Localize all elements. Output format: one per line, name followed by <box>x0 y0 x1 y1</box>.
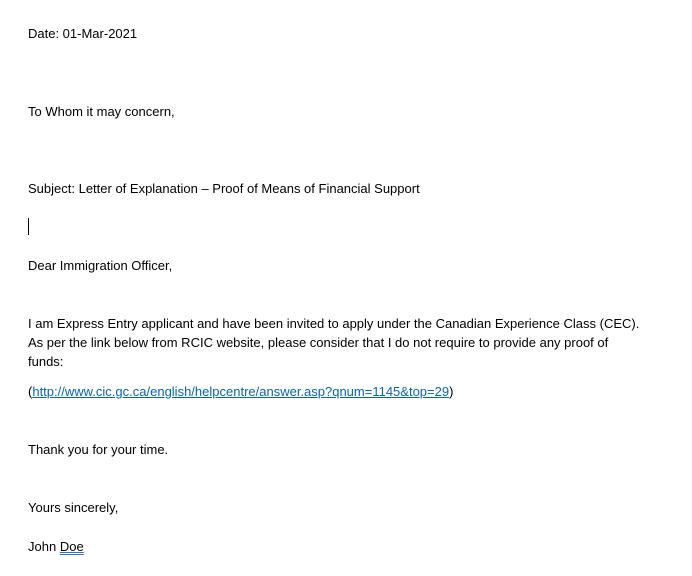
signature-first-name: John <box>28 539 57 554</box>
greeting-line: Dear Immigration Officer, <box>28 258 173 273</box>
salutation-general: To Whom it may concern, <box>28 104 175 119</box>
body-line-3: funds: <box>28 354 64 369</box>
signature-last-name: Doe <box>59 539 84 554</box>
date-line: Date: 01-Mar-2021 <box>28 26 138 41</box>
body-line-1: I am Express Entry applicant and have been invited to apply under the Canadian Experience Class (CEC). <box>28 316 640 331</box>
signature-line <box>28 537 84 556</box>
text-cursor <box>28 218 29 235</box>
body-line-2: As per the link below from RCIC website, please consider that I do not require to provide any proof of <box>28 335 609 350</box>
closing-line: Yours sincerely, <box>28 500 119 515</box>
thanks-line: Thank you for your time. <box>28 442 169 457</box>
subject-line: Subject: Letter of Explanation – Proof of Means of Financial Support <box>28 181 420 196</box>
link-line <box>28 382 453 401</box>
link-open-paren: ( <box>28 384 33 399</box>
help-centre-link[interactable]: http://www.cic.gc.ca/english/helpcentre/answer.asp?qnum=1145&top=29 <box>32 384 450 399</box>
link-close-paren: ) <box>449 384 454 399</box>
